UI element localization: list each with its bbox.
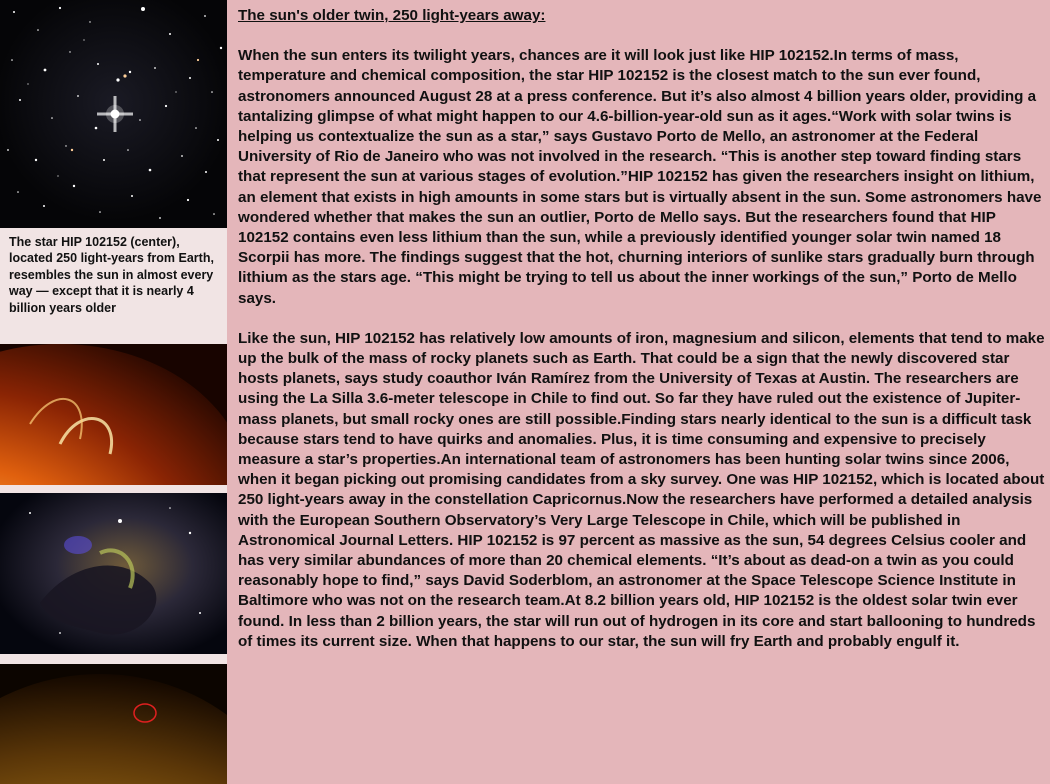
nebula-image — [0, 493, 227, 654]
solar-disk-image — [0, 664, 227, 784]
image-sidebar — [0, 0, 227, 784]
image-caption: The star HIP 102152 (center), located 250 light-years from Earth, resembles the sun in almost every way — except that it is nearly 4 billion years older — [9, 235, 214, 315]
article-paragraph-1: When the sun enters its twilight years, chances are it will look just like HIP 102152.In terms of mass, temperature and chemical composition, the star HIP 102152 is the closest match to the sun ever found, astronomers announced August 28 at a press conference. But it’s also almost 4 billion years older, providing a tantalizing glimpse of what might happen to our 4.6-billion-year-old sun as it ages.“Work with solar twins is helping us contextualize the sun as a star,” says Gustavo Porto de Mello, an astronomer at the Federal University of Rio de Janeiro who was not involved in the research. “This is another step toward finding stars that represent the sun at various stages of evolution.”HIP 102152 has given the researchers insight on lithium, an element that exists in high amounts in some stars but is virtually absent in the sun. Some astronomers have wondered whether that makes the sun an outlier, Porto de Mello says. But the researchers found that HIP 102152 contains even less lithium than the sun, while a previously identified younger solar twin named 18 Scorpii has more. The findings suggest that the hot, churning interiors of sunlike stars gradually burn through lithium as the stars age. “This might be trying to tell us about the inner workings of the sun,” Porto de Mello says. — [238, 47, 1042, 307]
solar-surface-image — [0, 344, 227, 485]
image-spacer — [0, 654, 227, 664]
article-title: The sun's older twin, 250 light-years away: — [238, 7, 546, 24]
star-field-image — [0, 0, 227, 228]
article-paragraph-2: Like the sun, HIP 102152 has relatively low amounts of iron, magnesium and silicon, elements that tend to make up the bulk of the mass of rocky planets such as Earth. That could be a sign that the newly discovered star hosts planets, says study coauthor Iván Ramírez from the University of Texas at Austin. The researchers are using the La Silla 3.6-meter telescope in Chile to find out. So far they have ruled out the existence of Jupiter-mass planets, but small rocky ones are still possible.Finding stars nearly identical to the sun is a difficult task because stars tend to have quirks and anomalies. Plus, it is time consuming and expensive to precisely measure a star’s properties.An international team of astronomers has been hunting solar twins since 2006, when it began picking out promising candidates from a sky survey. One was HIP 102152, which is located about 250 light-years away in the constellation Capricornus.Now the researchers have performed a detailed analysis with the European Southern Observatory’s Very Large Telescope in Chile, which will be published in Astronomical Journal Letters. HIP 102152 is 97 percent as massive as the sun, 54 degrees Celsius cooler and has very similar abundances of more than 20 chemical elements. “It’s about as dead-on a twin as you could reasonably hope to find,” says David Soderblom, an astronomer at the Space Telescope Science Institute in Baltimore who was not on the research team.At 8.2 billion years old, HIP 102152 is the oldest solar twin ever found. In less than 2 billion years, the star will run out of hydrogen in its core and start ballooning to hundreds of times its current size. When that happens to our star, the sun will fry Earth and probably engulf it. — [238, 329, 1045, 650]
article — [238, 6, 1046, 672]
image-spacer — [0, 485, 227, 493]
